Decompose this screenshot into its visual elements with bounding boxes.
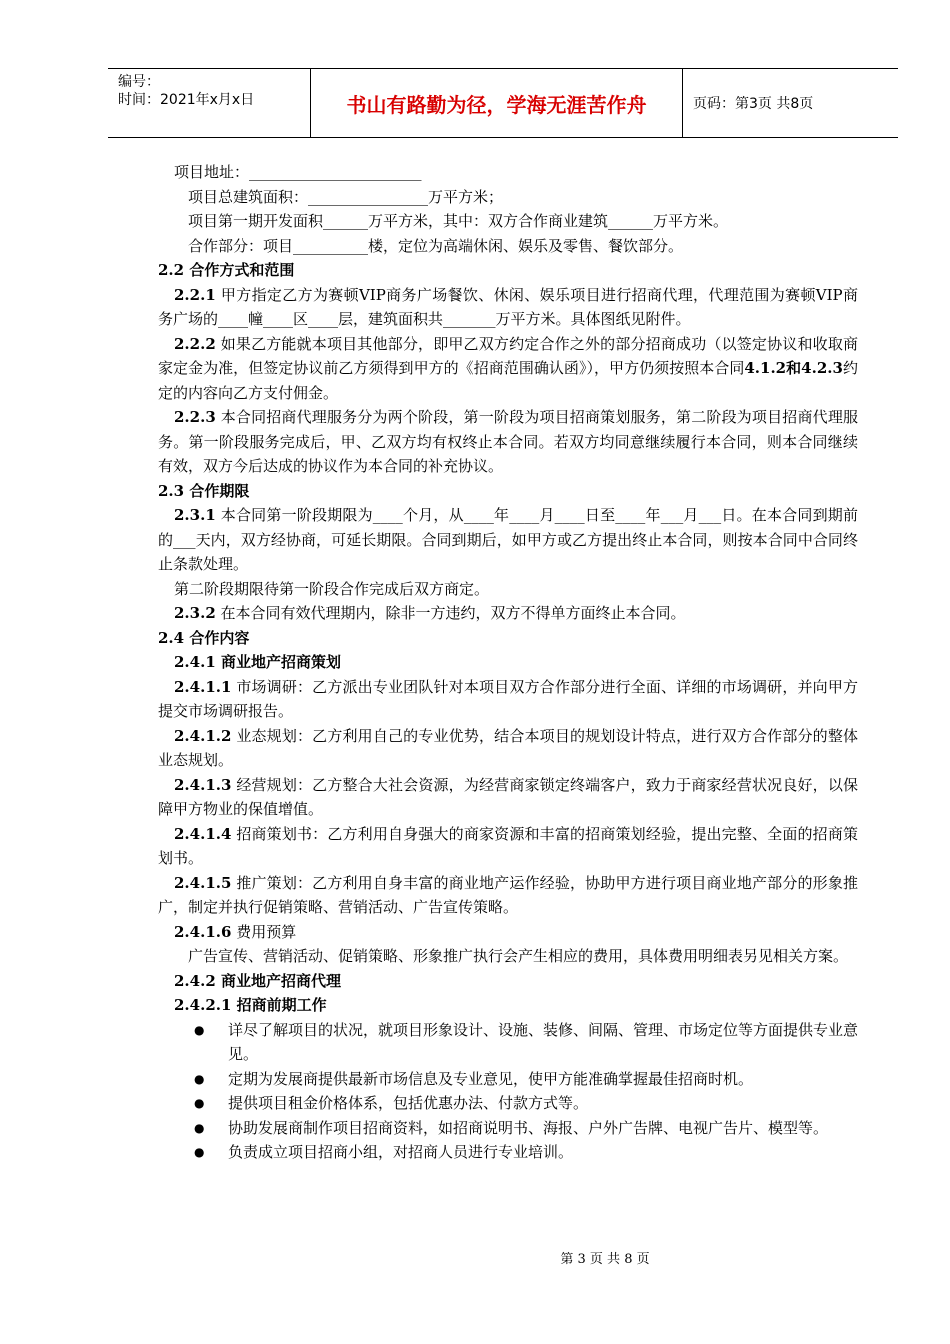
clause-bold-ref: 4.1.2和4.2.3: [744, 359, 843, 377]
bullet-text: 详尽了解项目的状况，就项目形象设计、设施、装修、间隔、管理、市场定位等方面提供专业意见。: [228, 1020, 859, 1063]
bullet-icon: ●: [194, 1145, 205, 1159]
clause-2-4-1-4: [158, 822, 858, 871]
clause-2-2-1: [158, 283, 858, 332]
bullet-icon: ●: [194, 1071, 205, 1086]
clause-number: 2.2.1: [174, 285, 216, 304]
clause-text: 在本合同有效代理期内，除非一方违约，双方不得单方面终止本合同。: [215, 604, 686, 622]
clause-text: 费用预算: [231, 922, 297, 941]
clause-2-4-1-3: [158, 773, 858, 822]
page-footer: 第 3 页 共 8 页: [560, 1252, 650, 1267]
clause-number: 2.2.2: [174, 334, 216, 353]
clause-number: 2.4.1.1: [174, 677, 232, 696]
clause-number: 2.2.3: [174, 408, 216, 426]
bullet-text: 协助发展商制作项目招商资料，如招商说明书、海报、户外广告牌、电视广告片、模型等。: [228, 1118, 829, 1137]
header-page-label: 页码：第3页 共8页: [693, 96, 814, 112]
section-heading-2-2: 2.2 合作方式和范围: [158, 261, 295, 279]
header-left-cell: [108, 69, 311, 137]
clause-2-2-2: [158, 332, 858, 406]
clause-2-3-1: [158, 503, 858, 577]
bullet-icon: ●: [194, 1096, 205, 1110]
bullet-item: [158, 1140, 858, 1165]
bullet-text: 负责成立项目招商小组，对招商人员进行专业培训。: [228, 1143, 574, 1161]
header-motto: 书山有路勤为径，学海无涯苦作舟: [311, 69, 683, 137]
bullet-icon: ●: [194, 1120, 205, 1135]
document-number-label: 编号：: [118, 74, 160, 90]
clause-text: 业态规划：乙方利用自己的专业优势，结合本项目的规划设计特点，进行双方合作部分的整体业态规划。: [158, 726, 858, 769]
clause-number: 2.4.1.5: [174, 873, 232, 892]
clause-text: 约定的内容向乙方支付佣金。: [158, 359, 858, 402]
clause-text: 本合同招商代理服务分为两个阶段，第一阶段为项目招商策划服务，第二阶段为项目招商代理服务。第一阶段服务完成后，甲、乙双方均有权终止本合同。若双方均同意继续履行本合同，则本合同继续有效，双方今后达成的协议作为本合同的补充协议。: [158, 408, 858, 475]
clause-number: 2.4.1.4: [174, 824, 232, 843]
clause-2-3-2: [158, 601, 858, 626]
section-heading-2-4-1: 2.4.1 商业地产招商策划: [174, 653, 341, 671]
project-address-line: 项目地址：_______________________: [174, 163, 422, 181]
project-total-area-line: 项目总建筑面积：________________万平方米；: [188, 187, 504, 206]
document-body: [158, 160, 858, 1165]
section-heading-2-4-2-1: 2.4.2.1 招商前期工作: [174, 996, 327, 1014]
clause-2-4-1-1: [158, 675, 858, 724]
clause-number: 2.4.1.2: [174, 726, 232, 745]
clause-number: 2.4.1.3: [174, 775, 232, 794]
section-heading-2-4: 2.4 合作内容: [158, 628, 250, 647]
clause-number: 2.4.1.6: [174, 922, 232, 941]
cooperation-part-line: 合作部分：项目__________楼，定位为高端休闲、娱乐及零售、餐饮部分。: [188, 236, 684, 255]
clause-2-4-1-2: [158, 724, 858, 773]
clause-2-4-1-6: [158, 920, 858, 945]
page-header: [108, 68, 898, 138]
bullet-text: 提供项目租金价格体系，包括优惠办法、付款方式等。: [228, 1094, 589, 1112]
clause-2-3-1-second-phase: 第二阶段期限待第一阶段合作完成后双方商定。: [174, 579, 490, 598]
section-heading-2-4-2: 2.4.2 商业地产招商代理: [174, 971, 341, 990]
bullet-item: [158, 1018, 858, 1067]
clause-2-4-1-6-body: 广告宣传、营销活动、促销策略、形象推广执行会产生相应的费用，具体费用明细表另见相关方案。: [188, 947, 849, 965]
clause-2-2-3: [158, 405, 858, 479]
bullet-item: [158, 1067, 858, 1092]
clause-text: 如果乙方能就本项目其他部分，即甲乙双方约定合作之外的部分招商成功（以签定协议和收取商家定金为准，但签定协议前乙方须得到甲方的《招商范围确认函》），甲方仍须按照本合同: [158, 334, 858, 377]
clause-text: 推广策划：乙方利用自身丰富的商业地产运作经验，协助甲方进行项目商业地产部分的形象推广，制定并执行促销策略、营销活动、广告宣传策略。: [158, 873, 858, 916]
clause-text: 市场调研：乙方派出专业团队针对本项目双方合作部分进行全面、详细的市场调研，并向甲方提交市场调研报告。: [158, 677, 858, 720]
clause-number: 2.3.1: [174, 506, 216, 524]
clause-text: 本合同第一阶段期限为____个月，从____年____月____日至____年___月___日。在本合同到期前的___天内，双方经协商，可延长期限。合同到期后，如甲方或乙方提出终止本合同，则按本合同中合同终止条款处理。: [158, 506, 858, 573]
clause-text: 甲方指定乙方为赛顿VIP商务广场餐饮、休闲、娱乐项目进行招商代理，代理范围为赛顿VIP商务广场的____幢____区____层，建筑面积共_______万平方米。具体图纸见附件。: [158, 285, 858, 328]
bullet-text: 定期为发展商提供最新市场信息及专业意见，使甲方能准确掌握最佳招商时机。: [228, 1069, 754, 1088]
bullet-item: [158, 1116, 858, 1141]
project-phase1-area-line: 项目第一期开发面积______万平方米，其中：双方合作商业建筑______万平方米。: [188, 212, 729, 230]
clause-2-4-1-5: [158, 871, 858, 920]
bullet-item: [158, 1091, 858, 1116]
clause-number: 2.3.2: [174, 604, 216, 622]
clause-text: 招商策划书：乙方利用自身强大的商家资源和丰富的招商策划经验，提出完整、全面的招商策划书。: [158, 824, 858, 867]
clause-text: 经营规划：乙方整合大社会资源，为经营商家锁定终端客户，致力于商家经营状况良好，以保障甲方物业的保值增值。: [158, 775, 858, 818]
section-heading-2-3: 2.3 合作期限: [158, 481, 250, 500]
document-time-label: 时间：2021年x月x日: [118, 92, 255, 108]
bullet-icon: ●: [194, 1022, 205, 1037]
